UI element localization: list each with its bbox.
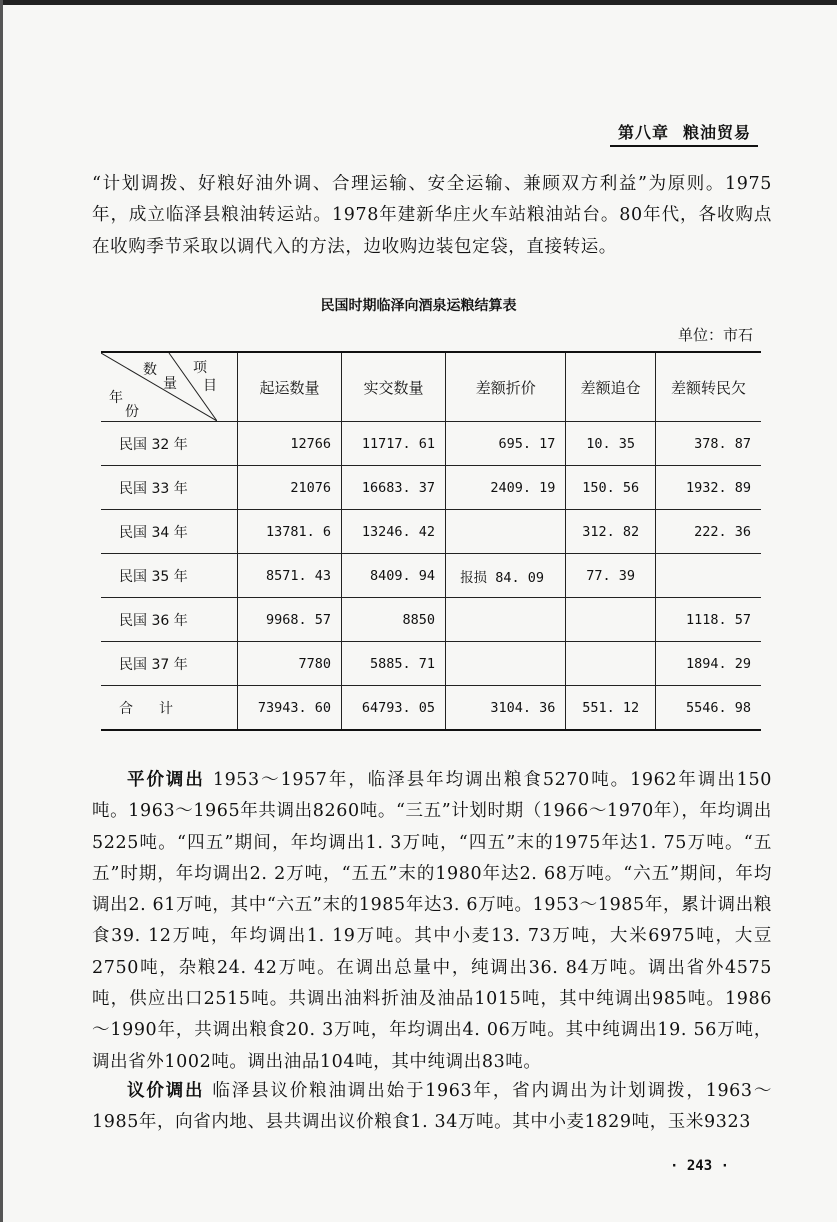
- cell-shipped: 9968. 57: [238, 598, 342, 642]
- cell-diff-recover: [566, 642, 656, 686]
- cell-diff-price: [446, 642, 566, 686]
- table-row: [101, 466, 761, 510]
- row-year: 民国 37 年: [101, 642, 238, 686]
- section-lead-negotiated-price: 议价调出: [127, 1081, 205, 1101]
- diag-label-year-1: 年: [109, 390, 123, 406]
- diag-label-qty-2: 量: [163, 376, 177, 392]
- grain-settlement-table: [101, 351, 761, 731]
- cell-delivered: 16683. 37: [342, 466, 446, 510]
- cell-delivered: 8409. 94: [342, 554, 446, 598]
- row-year: 民国 34 年: [101, 510, 238, 554]
- table-row: [101, 642, 761, 686]
- cell-delivered: 8850: [342, 598, 446, 642]
- row-year: 民国 35 年: [101, 554, 238, 598]
- page-number: · 243 ·: [670, 1158, 730, 1174]
- page-top-border: [0, 0, 837, 5]
- row-year: 民国 33 年: [101, 466, 238, 510]
- cell-diff-recover: 77. 39: [566, 554, 656, 598]
- cell-delivered: 5885. 71: [342, 642, 446, 686]
- cell-diff-price: 报损 84. 09: [446, 554, 566, 598]
- cell-diff-price: [446, 598, 566, 642]
- col-header-diff-recover: 差额追仓: [566, 352, 656, 422]
- table-row: [101, 554, 761, 598]
- cell-diff-recover: 150. 56: [566, 466, 656, 510]
- col-header-diff-debt: 差额转民欠: [655, 352, 761, 422]
- cell-shipped: 12766: [238, 422, 342, 466]
- paragraph-fixed-price-export: [92, 765, 772, 1078]
- cell-diff-debt: [655, 554, 761, 598]
- col-header-delivered: 实交数量: [342, 352, 446, 422]
- section-lead-fixed-price: 平价调出: [127, 770, 205, 790]
- paragraph-negotiated-price-text: 临泽县议价粮油调出始于1963年，省内调出为计划调拨，1963～1985年，向省内地、县共调出议价粮食1. 34万吨。其中小麦1829吨，玉米9323: [92, 1081, 772, 1133]
- running-header: [618, 120, 751, 143]
- cell-diff-recover: 10. 35: [566, 422, 656, 466]
- cell-diff-debt: 1894. 29: [655, 642, 761, 686]
- total-diff-recover: 551. 12: [566, 686, 656, 731]
- cell-delivered: 13246. 42: [342, 510, 446, 554]
- total-label: 合计: [101, 686, 238, 731]
- header-rule: [610, 145, 758, 147]
- paragraph-fixed-price-text: 1953～1957年，临泽县年均调出粮食5270吨。1962年调出150吨。1963～1965年共调出8260吨。“三五”计划时期（1966～1970年），年均调出5225吨。“四五”期间，年均调出1. 3万吨，“四五”末的1975年达1. 75万吨。“五五”时期，年均调出2. 2万吨，“五五”末的1980年达2. 68万吨。“六五”期间，年均调出2. 61万吨，其中“六五”末的1985年达3. 6万吨。1953～1985年，累计调出粮食39. 12万吨，年均调出1. 19万吨。其中小麦13. 73万吨，大米6975吨，大豆2750吨，杂粮24. 42万吨。在调出总量中，纯调出36. 84万吨。调出省外4575吨，供应出口2515吨。共调出油料折油及油品1015吨，其中纯调出985吨。1986～1990年，共调出粮食20. 3万吨，年均调出4. 06万吨。其中纯调出19. 56万吨，调出省外1002吨。调出油品104吨，其中纯调出83吨。: [92, 770, 772, 1072]
- diag-label-qty-1: 数: [143, 362, 157, 378]
- table-row: [101, 598, 761, 642]
- total-diff-price: 3104. 36: [446, 686, 566, 731]
- diag-label-year-2: 份: [125, 404, 139, 420]
- chapter-title: 粮油贸易: [682, 123, 751, 142]
- cell-diff-debt: 1932. 89: [655, 466, 761, 510]
- cell-diff-debt: 1118. 57: [655, 598, 761, 642]
- diag-label-item-2: 目: [203, 378, 217, 394]
- cell-diff-debt: 378. 87: [655, 422, 761, 466]
- col-header-diff-price: 差额折价: [446, 352, 566, 422]
- cell-diff-debt: 222. 36: [655, 510, 761, 554]
- col-header-shipped: 起运数量: [238, 352, 342, 422]
- cell-delivered: 11717. 61: [342, 422, 446, 466]
- table-title: 民国时期临泽向酒泉运粮结算表: [320, 298, 517, 314]
- cell-diff-recover: [566, 598, 656, 642]
- cell-diff-price: 695. 17: [446, 422, 566, 466]
- row-year: 民国 32 年: [101, 422, 238, 466]
- diag-label-item-1: 项: [193, 360, 207, 376]
- total-diff-debt: 5546. 98: [655, 686, 761, 731]
- page-left-edge: [0, 0, 3, 1222]
- cell-shipped: 7780: [238, 642, 342, 686]
- cell-shipped: 8571. 43: [238, 554, 342, 598]
- total-delivered: 64793. 05: [342, 686, 446, 731]
- table-header-row: [101, 352, 761, 422]
- table-total-row: [101, 686, 761, 731]
- cell-shipped: 13781. 6: [238, 510, 342, 554]
- cell-diff-price: 2409. 19: [446, 466, 566, 510]
- chapter-number: 第八章: [617, 123, 669, 142]
- table-row: [101, 422, 761, 466]
- diagonal-header-cell: [101, 352, 238, 422]
- total-shipped: 73943. 60: [238, 686, 342, 731]
- cell-diff-recover: 312. 82: [566, 510, 656, 554]
- cell-shipped: 21076: [238, 466, 342, 510]
- table-row: [101, 510, 761, 554]
- paragraph-intro: “计划调拨、好粮好油外调、合理运输、安全运输、兼顾双方利益”为原则。1975年，成立临泽县粮油转运站。1978年建新华庄火车站粮油站台。80年代，各收购点在收购季节采取以调代入的方法，边收购边装包定袋，直接转运。: [92, 174, 772, 257]
- cell-diff-price: [446, 510, 566, 554]
- table-unit: 单位：市石: [677, 326, 753, 344]
- paragraph-negotiated-price-export: [92, 1076, 772, 1139]
- row-year: 民国 36 年: [101, 598, 238, 642]
